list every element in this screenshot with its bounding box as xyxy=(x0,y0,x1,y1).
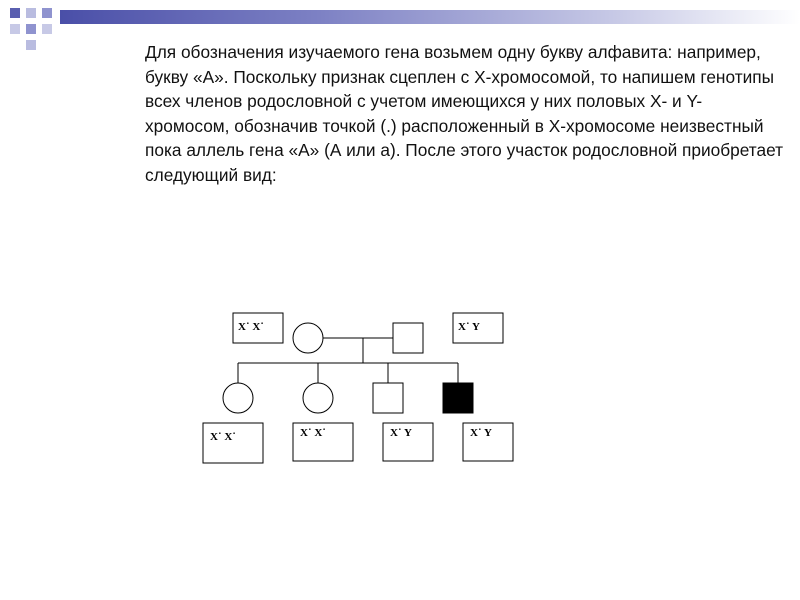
daughter-symbol xyxy=(223,383,253,413)
father-genotype: X˙ Y xyxy=(458,321,480,333)
father-symbol xyxy=(393,323,423,353)
genotype-box xyxy=(203,423,263,463)
daughter-symbol xyxy=(303,383,333,413)
mother-genotype: X˙ X˙ xyxy=(238,321,264,333)
child-genotype: X˙ X˙ xyxy=(210,431,236,443)
child-genotype: X˙ Y xyxy=(390,427,412,439)
child-genotype: X˙ X˙ xyxy=(300,427,326,439)
son-symbol xyxy=(373,383,403,413)
child-genotype: X˙ Y xyxy=(470,427,492,439)
mother-symbol xyxy=(293,323,323,353)
explanation-paragraph: Для обозначения изучаемого гена возьмем одну букву алфавита: например, букву «А». Поскольку признак сцеплен с Х-хромосомой, то напишем генотипы всех членов родословной с учетом имеющихся у них половых Х- и Y-хромосом, обозначив точкой (.) расположенный в Х-хромосоме неизвестный пока аллель гена «А» (А или а). После этого участок родословной приобретает следующий вид: xyxy=(145,42,784,185)
affected-son-symbol xyxy=(443,383,473,413)
